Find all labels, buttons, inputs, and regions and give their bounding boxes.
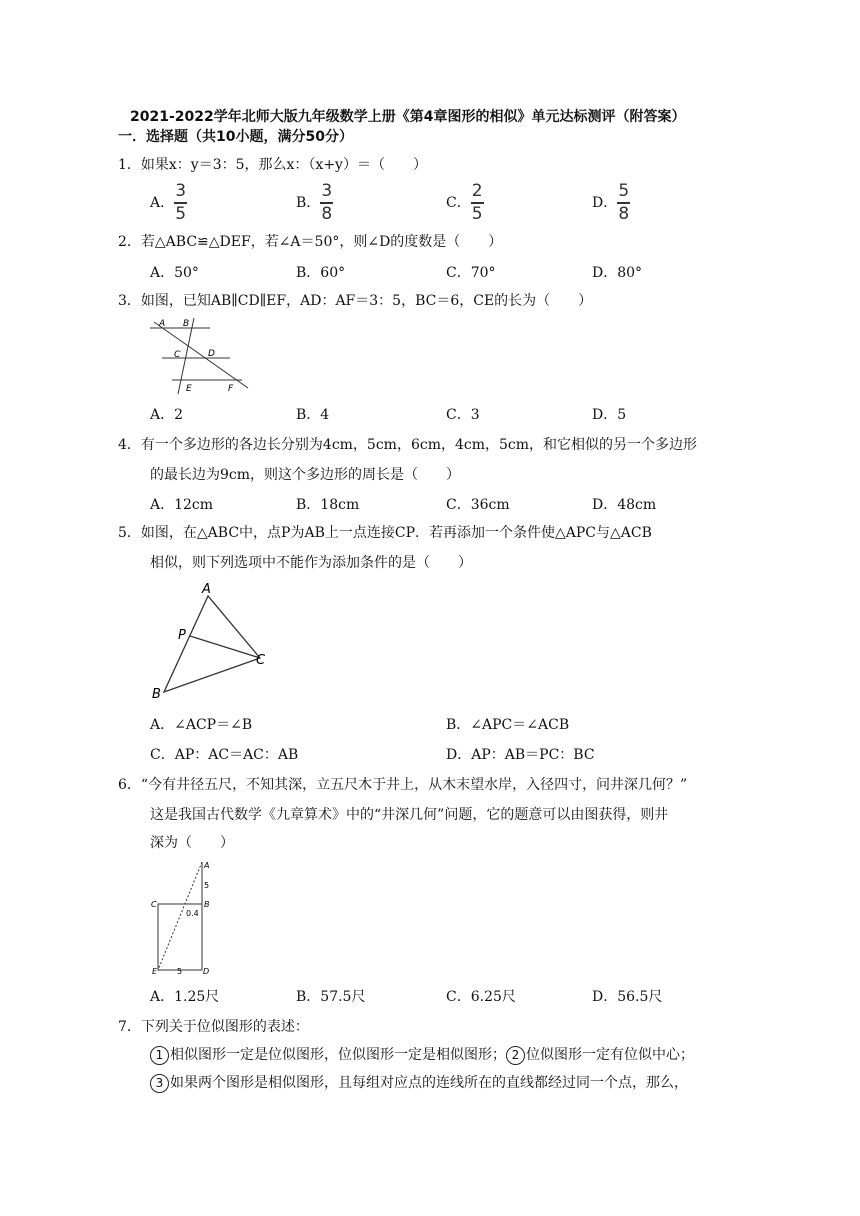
- q6-option-b: B．57.5尺: [296, 989, 366, 1005]
- q2-option-c: C．70°: [446, 265, 496, 281]
- circled-number-1: 1: [150, 1046, 169, 1065]
- q4-option-d: D．48cm: [592, 497, 657, 513]
- stick-length-label: 5: [204, 881, 210, 890]
- question-7-statements-line-1: [150, 1044, 694, 1065]
- q3-option-a: A．2: [150, 407, 184, 423]
- q6-option-d: D．56.5尺: [592, 989, 663, 1005]
- section-heading: 一．选择题（共10小题，满分50分）: [118, 129, 353, 145]
- point-label-c: C: [256, 653, 266, 668]
- q1-option-c: [446, 183, 484, 223]
- question-2-stem: 2．若△ABC≌△DEF，若∠A＝50°，则∠D的度数是（ ）: [118, 234, 503, 250]
- q2-option-d: D．80°: [592, 265, 643, 281]
- q6-option-c: C．6.25尺: [446, 989, 516, 1005]
- point-label-c: C: [151, 900, 157, 909]
- well-depth-figure: [144, 858, 224, 976]
- q5-option-d: D．AP：AB＝PC：BC: [446, 747, 595, 763]
- point-label-e: E: [152, 967, 158, 976]
- circled-number-2: 2: [506, 1046, 525, 1065]
- parallel-lines-figure: [142, 314, 254, 394]
- question-6-line-1: 6．“今有井径五尺，不知其深，立五尺木于井上，从木末望水岸，入径四寸，问井深几何？”: [118, 777, 688, 793]
- circled-number-3: 3: [150, 1074, 169, 1093]
- point-label-e: E: [186, 384, 192, 394]
- question-6-line-2: 这是我国古代数学《九章算术》中的“井深几何”问题，它的题意可以由图获得，则井: [150, 807, 669, 823]
- question-5-line-2: 相似，则下列选项中不能作为添加条件的是（ ）: [150, 555, 472, 571]
- q1-option-b-fraction: [320, 183, 333, 223]
- numerator: 3: [175, 181, 187, 201]
- question-5-line-1: 5．如图，在△ABC中，点P为AB上一点连接CP．若再添加一个条件使△APC与△ACB: [118, 525, 652, 541]
- transversal-bce: [178, 318, 194, 394]
- q1-option-a: [150, 183, 187, 223]
- segment-pc: [190, 636, 260, 658]
- point-label-d: D: [203, 967, 210, 976]
- q1-option-b: [296, 183, 333, 223]
- numerator: 5: [618, 181, 630, 201]
- q1-option-b-label: B．: [296, 194, 321, 211]
- point-label-f: F: [228, 384, 234, 394]
- point-label-d: D: [208, 349, 215, 359]
- point-label-b: B: [183, 319, 190, 329]
- q4-option-a: A．12cm: [150, 497, 214, 513]
- question-7-statements-line-2: [150, 1072, 688, 1093]
- q4-option-c: C．36cm: [446, 497, 510, 513]
- q1-option-a-label: A．: [150, 194, 175, 211]
- q4-option-b: B．18cm: [296, 497, 360, 513]
- point-label-a: A: [159, 319, 166, 329]
- q1-option-c-label: C．: [446, 194, 471, 211]
- numerator: 2: [471, 181, 483, 201]
- triangle-apc-figure: [142, 578, 282, 702]
- numerator: 3: [321, 181, 333, 201]
- question-6-line-3: 深为（ ）: [150, 835, 234, 851]
- q1-option-c-fraction: [471, 183, 484, 223]
- q1-option-d-fraction: [617, 183, 630, 223]
- q1-option-d-label: D．: [592, 194, 618, 211]
- question-1-stem: 1．如果x：y＝3：5，那么x：（x+y）＝（ ）: [118, 157, 427, 173]
- question-4-line-2: 的最长边为9cm，则这个多边形的周长是（ ）: [150, 467, 461, 483]
- point-label-c: C: [174, 350, 181, 360]
- q5-option-c: C．AP：AC＝AC：AB: [150, 747, 299, 763]
- point-label-b: B: [152, 687, 161, 702]
- denominator: 5: [175, 203, 187, 224]
- document-title: 2021-2022学年北师大版九年级数学上册《第4章图形的相似》单元达标测评（附答案）: [130, 109, 686, 125]
- offset-length-label: 0.4: [186, 909, 199, 918]
- q3-option-d: D．5: [592, 407, 627, 423]
- q1-option-a-fraction: [174, 183, 187, 223]
- question-4-line-1: 4．有一个多边形的各边长分别为4cm，5cm，6cm，4cm，5cm，和它相似的另一个多边形: [118, 437, 698, 453]
- point-label-a: A: [204, 861, 210, 870]
- q3-option-b: B．4: [296, 407, 330, 423]
- q5-option-b: B．∠APC＝∠ACB: [446, 717, 570, 733]
- q6-option-a: A．1.25尺: [150, 989, 220, 1005]
- well-width-label: 5: [177, 967, 183, 976]
- question-7-stem: 7．下列关于位似图形的表述：: [118, 1019, 309, 1035]
- denominator: 8: [321, 203, 333, 224]
- statement-3-text: 如果两个图形是相似图形，且每组对应点的连线所在的直线都经过同一个点，那么，: [170, 1075, 688, 1091]
- statement-2-text: 位似图形一定有位似中心；: [526, 1047, 694, 1063]
- question-3-stem: 3．如图，已知AB∥CD∥EF，AD：AF＝3：5，BC＝6，CE的长为（ ）: [118, 293, 593, 309]
- q1-option-d: [592, 183, 630, 223]
- q5-option-a: A．∠ACP＝∠B: [150, 717, 253, 733]
- triangle-abc: [164, 596, 260, 692]
- statement-1-text: 相似图形一定是位似图形，位似图形一定是相似图形；: [170, 1047, 506, 1063]
- q2-option-a: A．50°: [150, 265, 199, 281]
- q2-option-b: B．60°: [296, 265, 346, 281]
- point-label-a: A: [202, 582, 211, 597]
- transversal-adf: [154, 322, 248, 388]
- denominator: 8: [618, 203, 630, 224]
- point-label-b: B: [204, 900, 210, 909]
- q3-option-c: C．3: [446, 407, 480, 423]
- point-label-p: P: [178, 628, 186, 643]
- denominator: 5: [471, 203, 483, 224]
